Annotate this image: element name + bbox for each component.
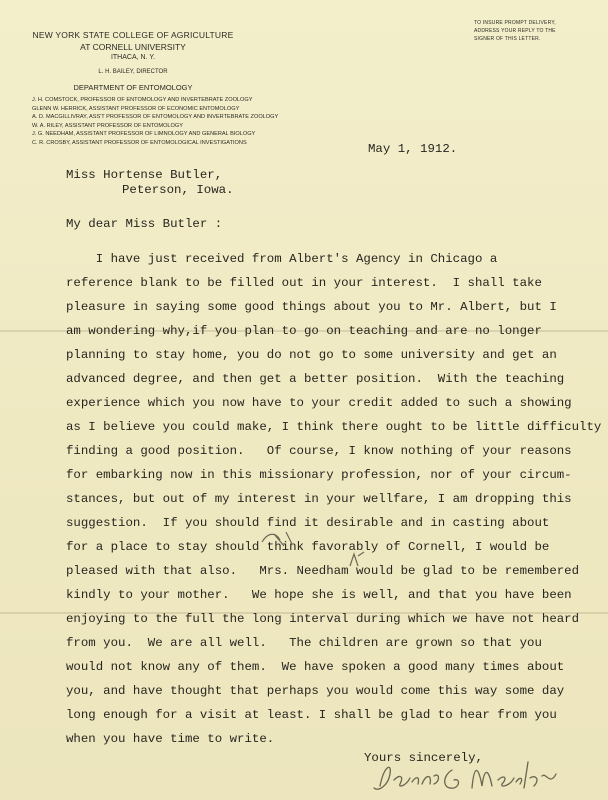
- recipient-name: Miss Hortense Butler,: [66, 168, 223, 182]
- recipient-place: Peterson, Iowa.: [122, 183, 234, 197]
- staff-item: W. A. RILEY, ASSISTANT PROFESSOR OF ENTOMOLOGY: [32, 122, 183, 129]
- body-line: pleasure in saying some good things about you to Mr. Albert, but I: [66, 300, 557, 314]
- staff-item: J. H. COMSTOCK, PROFESSOR OF ENTOMOLOGY AND INVERTEBRATE ZOOLOGY: [32, 97, 253, 103]
- body-line: pleased with that also. Mrs. Needham would be glad to be remembered: [66, 564, 580, 578]
- body-line: for a place to stay should think favorably of Cornell, I would be: [66, 540, 550, 554]
- letterhead-department: DEPARTMENT OF ENTOMOLOGY: [73, 83, 193, 92]
- staff-item: A. D. MACGILLIVRAY, ASS'T PROFESSOR OF ENTOMOLOGY AND INVERTEBRATE ZOOLOGY: [32, 114, 279, 121]
- body-line: experience which you now have to your credit added to such a showing: [66, 396, 572, 410]
- closing: Yours sincerely,: [364, 751, 483, 765]
- body-line: long enough for a visit at least. I shall be glad to hear from you: [66, 708, 557, 722]
- salutation: My dear Miss Butler :: [66, 217, 223, 231]
- letter-date: May 1, 1912.: [368, 142, 458, 156]
- body-line: reference blank to be filled out in your interest. I shall take: [66, 276, 542, 290]
- letterhead-institution: NEW YORK STATE COLLEGE OF AGRICULTURE: [32, 30, 234, 40]
- staff-item: GLENN W. HERRICK, ASSISTANT PROFESSOR OF ECONOMIC ENTOMOLOGY: [32, 105, 240, 112]
- handwritten-correction-mark: [258, 528, 300, 548]
- handwritten-caret-mark: [344, 550, 368, 568]
- body-line: planning to stay home, you do not go to some university and get an: [66, 348, 557, 362]
- body-line: you, and have thought that perhaps you would come this way some day: [66, 684, 565, 698]
- letterhead-city: ITHACA, N. Y.: [110, 54, 156, 61]
- body-line: am wondering why,if you plan to go on teaching and are no longer: [66, 324, 542, 338]
- staff-item: J. G. NEEDHAM, ASSISTANT PROFESSOR OF LIMNOLOGY AND GENERAL BIOLOGY: [32, 131, 256, 138]
- body-line: from you. We are all well. The children are grown so that you: [66, 636, 542, 650]
- body-line: I have just received from Albert's Agency in Chicago a: [66, 252, 498, 266]
- notice-line: SIGNER OF THIS LETTER.: [474, 36, 541, 42]
- body-line: as I believe you could make, I think there ought to be little difficulty: [66, 420, 602, 434]
- body-line: enjoying to the full the long interval during which we have not heard: [66, 612, 580, 626]
- notice-line: ADDRESS YOUR REPLY TO THE: [474, 28, 556, 34]
- letterhead-university: AT CORNELL UNIVERSITY: [80, 42, 186, 52]
- body-line: would not know any of them. We have spoken a good many times about: [66, 660, 565, 674]
- body-line: suggestion. If you should find it desirable and in casting about: [66, 516, 550, 530]
- letterhead-director: L. H. BAILEY, DIRECTOR: [98, 69, 168, 75]
- notice-line: TO INSURE PROMPT DELIVERY,: [474, 20, 556, 26]
- body-line: stances, but out of my interest in your wellfare, I am dropping this: [66, 492, 572, 506]
- staff-item: C. R. CROSBY, ASSISTANT PROFESSOR OF ENTOMOLOGICAL INVESTIGATIONS: [32, 139, 247, 146]
- body-line: when you have time to write.: [66, 732, 275, 746]
- handwritten-signature: [370, 756, 566, 800]
- body-line: advanced degree, and then get a better position. With the teaching: [66, 372, 565, 386]
- body-line: kindly to your mother. We hope she is well, and that you have been: [66, 588, 572, 602]
- body-line: finding a good position. Of course, I know nothing of your reasons: [66, 444, 572, 458]
- body-line: for embarking now in this missionary profession, nor of your circum-: [66, 468, 572, 482]
